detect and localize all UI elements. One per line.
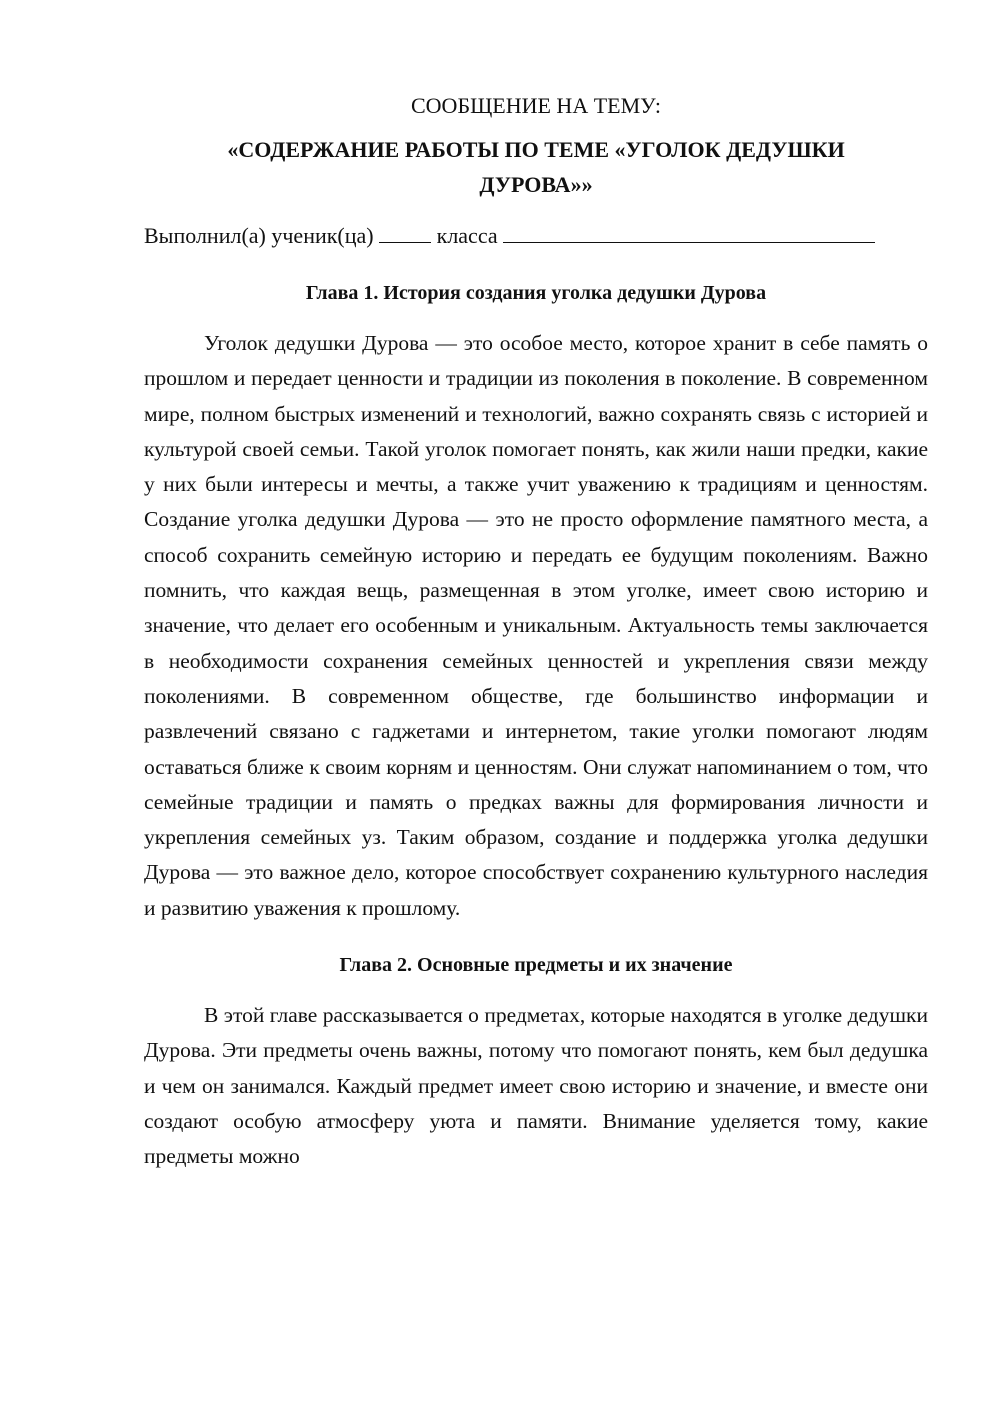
chapter-2-body: В этой главе рассказывается о предметах, которые находятся в уголке дедушки Дурова. Эти предметы очень важны, потому что помогают понять, кем был дедушка и чем он занимался. Каждый предмет имеет свою историю и значение, и вместе они создают особую атмосферу уюта и памяти. Внимание уделяется тому, какие предметы можно — [144, 1003, 928, 1169]
author-line — [144, 220, 928, 252]
chapter-1-body: Уголок дедушки Дурова — это особое место, которое хранит в себе память о прошлом и передает ценности и традиции из поколения в поколение. В современном мире, полном быстрых изменений и технологий, важно сохранять связь с историей и культурой своей семьи. Такой уголок помогает понять, как жили наши предки, какие у них были интересы и мечты, а также учит уважению к традициям и ценностям. Создание уголка дедушки Дурова — это не просто оформление памятного места, а способ сохранить семейную историю и передать ее будущим поколениям. Важно помнить, что каждая вещь, размещенная в этом уголке, имеет свою историю и значение, что делает его особенным и уникальным. Актуальность темы заключается в необходимости сохранения семейных ценностей и укрепления связи между поколениями. В современном обществе, где большинство информации и развлечений связано с гаджетами и интернетом, такие уголки помогают людям оставаться ближе к своим корням и ценностям. Они служат напоминанием о том, что семейные традиции и память о предках важны для формирования личности и укрепления семейных уз. Таким образом, создание и поддержка уголка дедушки Дурова — это важное дело, которое способствует сохранению культурного наследия и развитию уважения к прошлому. — [144, 331, 928, 920]
document-page — [144, 90, 928, 1175]
document-title: «СОДЕРЖАНИЕ РАБОТЫ ПО ТЕМЕ «УГОЛОК ДЕДУШКИ ДУРОВА»» — [227, 137, 845, 197]
student-name-blank — [503, 222, 875, 243]
class-number-blank — [379, 222, 431, 243]
chapter-2-title: Глава 2. Основные предметы и их значение — [339, 954, 733, 977]
class-label: класса — [436, 223, 498, 248]
author-prefix: Выполнил(а) ученик(ца) — [144, 223, 374, 248]
chapter-1-title: Глава 1. История создания уголка дедушки Дурова — [305, 282, 767, 304]
document-heading-line1: СООБЩЕНИЕ НА ТЕМУ: — [411, 93, 661, 118]
